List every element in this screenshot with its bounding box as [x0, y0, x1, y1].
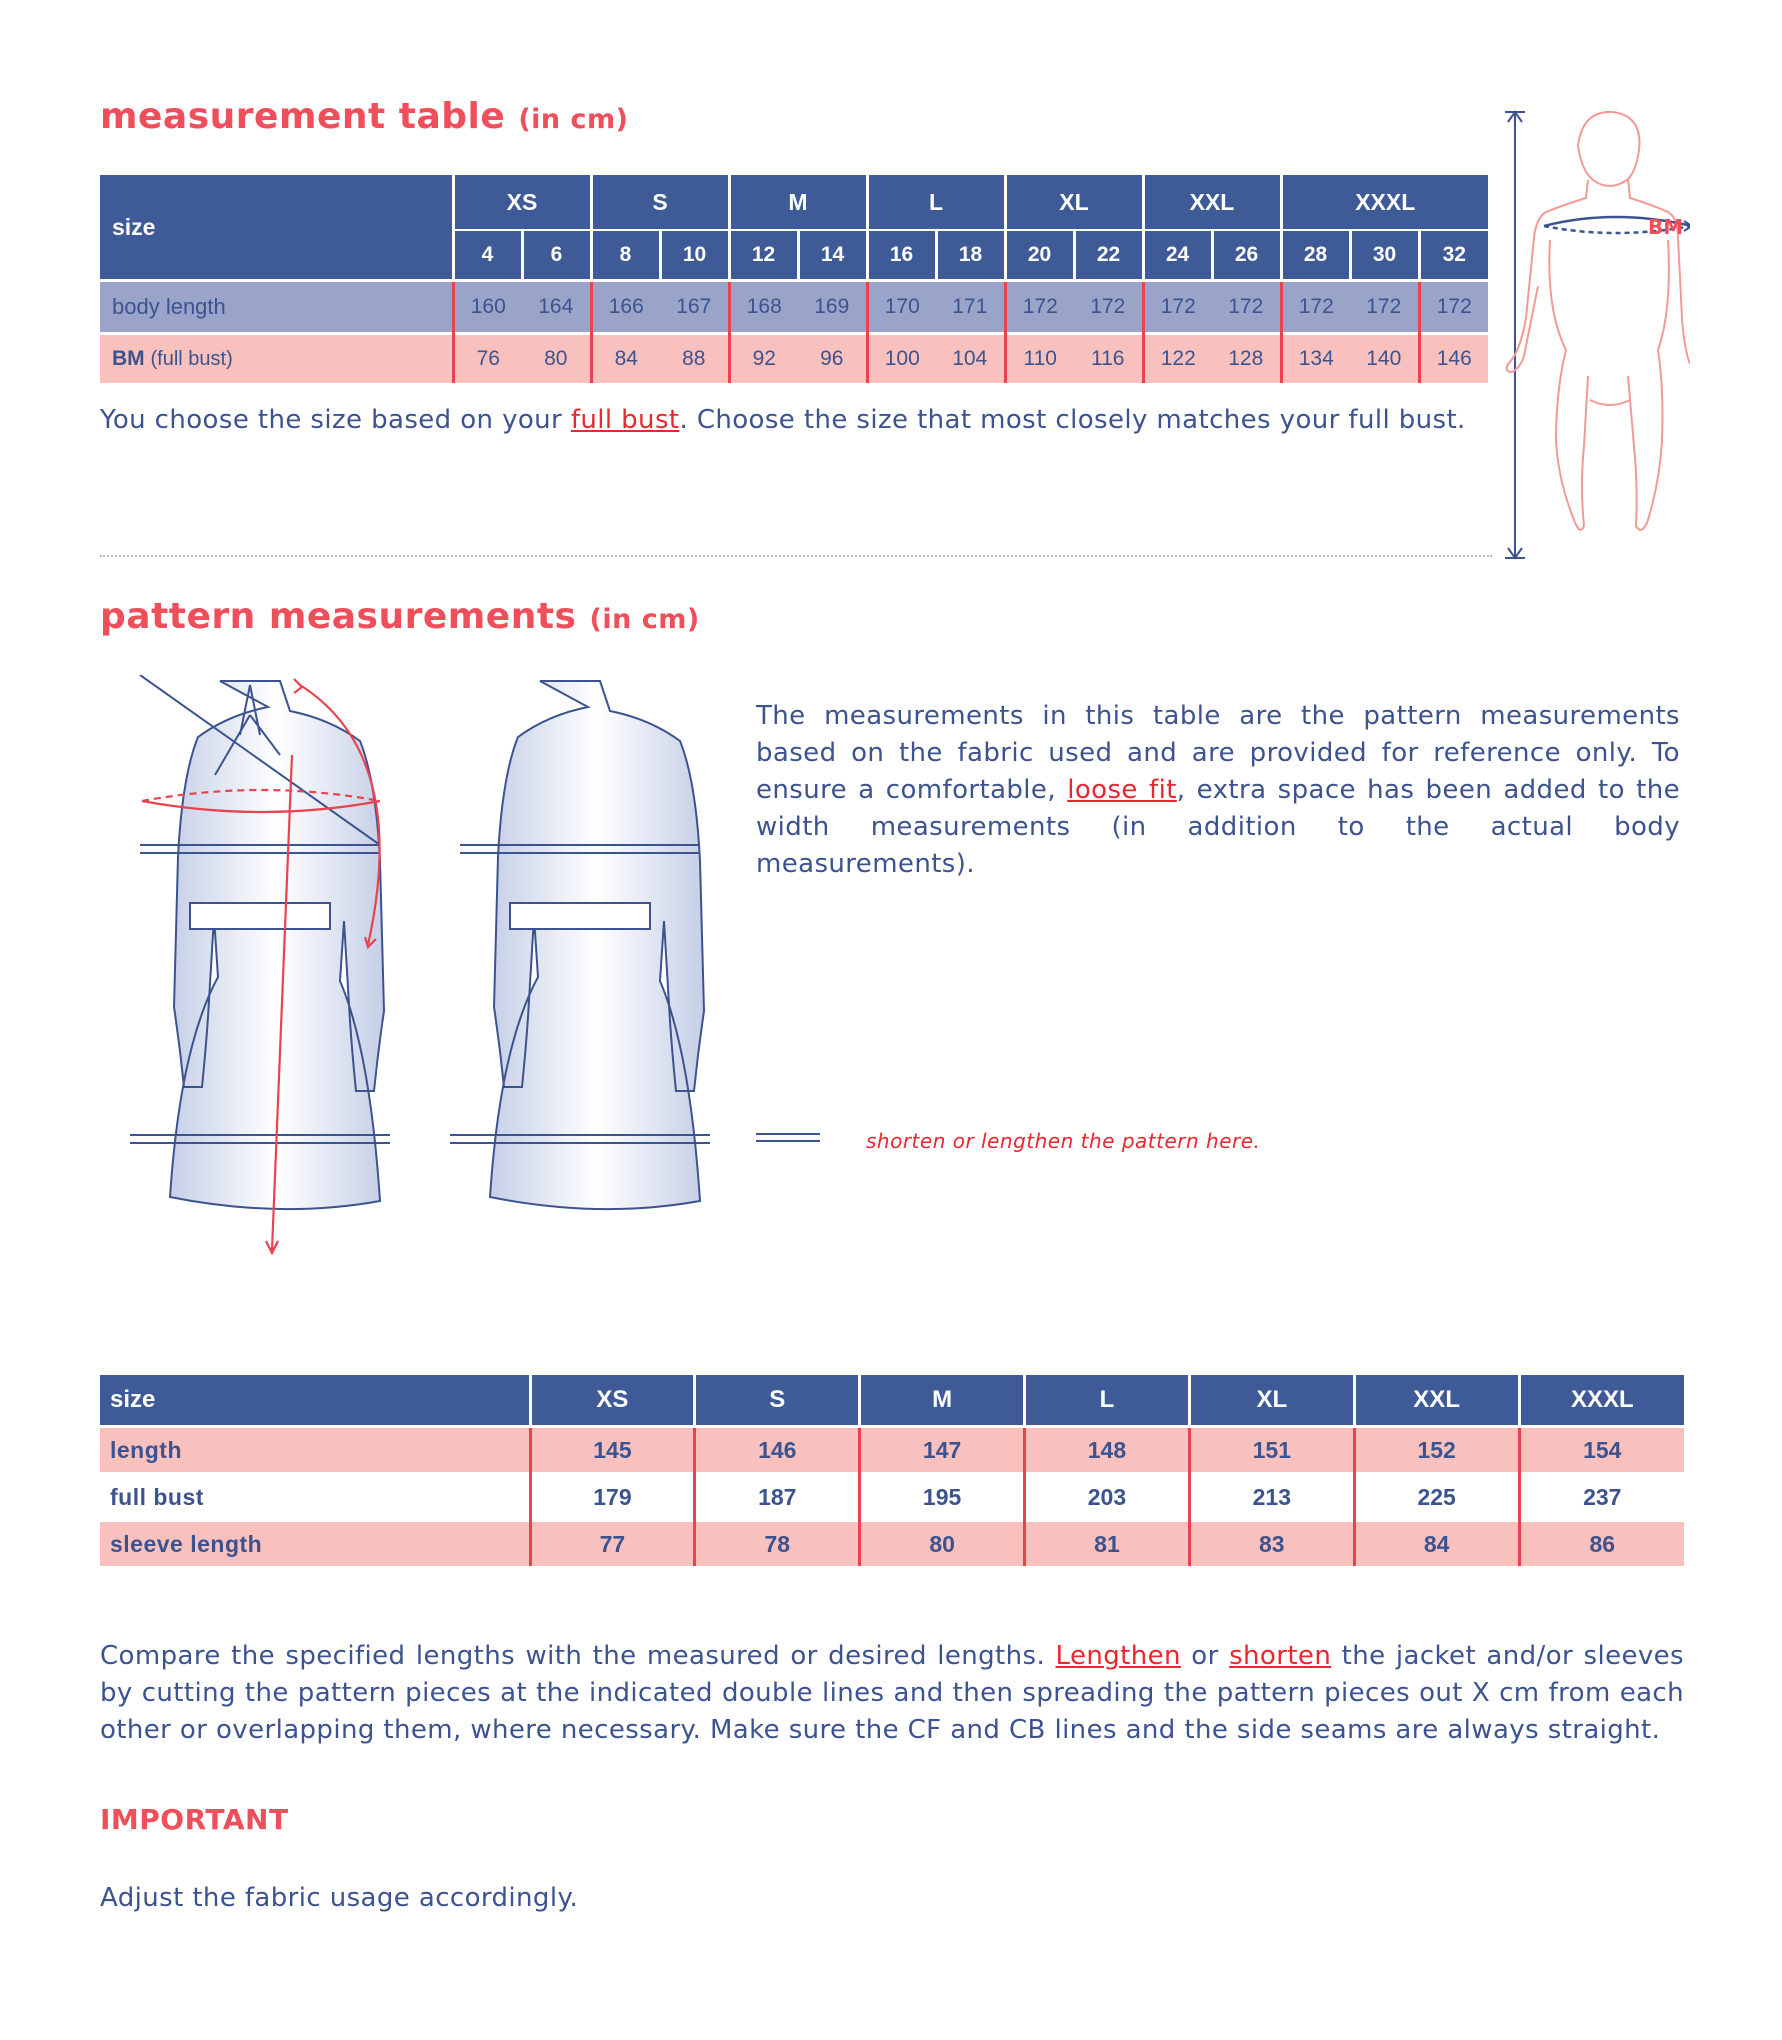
lengthen-link[interactable]: Lengthen: [1055, 1641, 1181, 1671]
table-cell: 152: [1354, 1427, 1519, 1474]
table-cell: 169: [798, 281, 867, 334]
table-cell: 77: [530, 1521, 695, 1567]
table-cell: 146: [1419, 334, 1488, 384]
table-row: [100, 1427, 1684, 1474]
pattern-measurements-unit: (in cm): [589, 604, 700, 635]
body-figure-illustration: [1490, 100, 1690, 570]
table-cell: 146: [695, 1427, 860, 1474]
table-cell: 81: [1025, 1521, 1190, 1567]
double-line-icon: [756, 1133, 820, 1142]
table-cell: 172: [1281, 281, 1350, 334]
table-cell: 76: [453, 334, 522, 384]
row-label: length: [100, 1427, 530, 1474]
pattern-measurements-title: pattern measurements (in cm): [100, 596, 700, 637]
table-cell: 83: [1189, 1521, 1354, 1567]
numeric-size-header: 18: [936, 230, 1005, 281]
size-column-header: S: [695, 1375, 860, 1427]
important-heading: IMPORTANT: [100, 1803, 289, 1836]
table-cell: 84: [1354, 1521, 1519, 1567]
table-cell: 104: [936, 334, 1005, 384]
table-cell: 88: [660, 334, 729, 384]
size-header: size: [100, 1375, 530, 1427]
table-cell: 80: [522, 334, 591, 384]
table-cell: 122: [1143, 334, 1212, 384]
full-bust-row: [100, 334, 1488, 384]
table-cell: 86: [1519, 1521, 1684, 1567]
table-cell: 171: [936, 281, 1005, 334]
size-group-header: XXXL: [1281, 175, 1488, 230]
numeric-size-header: 32: [1419, 230, 1488, 281]
numeric-size-header: 28: [1281, 230, 1350, 281]
table-cell: 172: [1143, 281, 1212, 334]
numeric-size-header: 8: [591, 230, 660, 281]
bm-label: BM: [112, 347, 145, 370]
size-group-header: XL: [1005, 175, 1143, 230]
numeric-size-header: 4: [453, 230, 522, 281]
table-cell: 213: [1189, 1474, 1354, 1521]
table-cell: 170: [867, 281, 936, 334]
size-column-header: XL: [1189, 1375, 1354, 1427]
table-cell: 172: [1350, 281, 1419, 334]
loose-fit-link[interactable]: loose fit: [1067, 775, 1177, 805]
row-label: [100, 334, 453, 384]
numeric-size-header: 20: [1005, 230, 1074, 281]
table-cell: 151: [1189, 1427, 1354, 1474]
adjustment-instructions: Compare the specified lengths with the measured or desired lengths. Lengthen or shorten the jacket and/or sleeves by cutting the pattern pieces at the indicated double lines and then spreading the pattern pieces out X cm from each other or overlapping them, where necessary. Make sure the CF and CB lines and the side seams are always straight.: [100, 1641, 1684, 1745]
numeric-size-header: 30: [1350, 230, 1419, 281]
table-cell: 116: [1074, 334, 1143, 384]
table-cell: 179: [530, 1474, 695, 1521]
table-cell: 92: [729, 334, 798, 384]
numeric-size-header: 24: [1143, 230, 1212, 281]
table-cell: 154: [1519, 1427, 1684, 1474]
full-bust-label: (full bust): [150, 348, 233, 370]
shorten-link[interactable]: shorten: [1229, 1641, 1332, 1671]
table-cell: 172: [1005, 281, 1074, 334]
table-cell: 78: [695, 1521, 860, 1567]
table-cell: 172: [1419, 281, 1488, 334]
table-cell: 110: [1005, 334, 1074, 384]
numeric-size-header: 22: [1074, 230, 1143, 281]
size-group-header: XXL: [1143, 175, 1281, 230]
table-row: [100, 1521, 1684, 1567]
numeric-size-header: 6: [522, 230, 591, 281]
bm-figure-label: BM: [1648, 215, 1684, 239]
table-cell: 145: [530, 1427, 695, 1474]
pattern-measurements-table: [100, 1375, 1684, 1566]
numeric-size-header: 10: [660, 230, 729, 281]
row-label: full bust: [100, 1474, 530, 1521]
section-divider: [100, 555, 1492, 557]
table-cell: 172: [1074, 281, 1143, 334]
table-cell: 187: [695, 1474, 860, 1521]
table-cell: 166: [591, 281, 660, 334]
size-group-header: XS: [453, 175, 591, 230]
row-label: body length: [100, 281, 453, 334]
size-group-header: S: [591, 175, 729, 230]
full-bust-link[interactable]: full bust: [570, 405, 680, 435]
measurement-table: [100, 175, 1488, 383]
table-cell: 128: [1212, 334, 1281, 384]
important-text: Adjust the fabric usage accordingly.: [100, 1883, 579, 1913]
size-column-header: L: [1025, 1375, 1190, 1427]
numeric-size-header: 16: [867, 230, 936, 281]
numeric-size-header: 12: [729, 230, 798, 281]
size-column-header: XS: [530, 1375, 695, 1427]
measurement-table-title: measurement table (in cm): [100, 96, 629, 137]
table-cell: 80: [860, 1521, 1025, 1567]
table-cell: 160: [453, 281, 522, 334]
table-cell: 203: [1025, 1474, 1190, 1521]
dress-back-icon: [490, 681, 704, 1209]
table-cell: 147: [860, 1427, 1025, 1474]
table-cell: 140: [1350, 334, 1419, 384]
table-cell: 195: [860, 1474, 1025, 1521]
table-cell: 167: [660, 281, 729, 334]
size-column-header: XXL: [1354, 1375, 1519, 1427]
size-column-header: XXXL: [1519, 1375, 1684, 1427]
table-cell: 168: [729, 281, 798, 334]
table-cell: 164: [522, 281, 591, 334]
table-cell: 134: [1281, 334, 1350, 384]
body-length-row: [100, 281, 1488, 334]
numeric-size-header: 26: [1212, 230, 1281, 281]
table-cell: 100: [867, 334, 936, 384]
table-cell: 84: [591, 334, 660, 384]
pattern-description: The measurements in this table are the pattern measurements based on the fabric used and are provided for reference only. To ensure a comfortable, loose fit, extra space has been added to the width measurements (in addition to the actual body measurements).: [756, 701, 1680, 879]
table-cell: 96: [798, 334, 867, 384]
table-cell: 148: [1025, 1427, 1190, 1474]
dress-illustration: [100, 675, 740, 1275]
table-cell: 172: [1212, 281, 1281, 334]
table-row: [100, 1474, 1684, 1521]
table-cell: 237: [1519, 1474, 1684, 1521]
size-column-header: M: [860, 1375, 1025, 1427]
legend-text: shorten or lengthen the pattern here.: [866, 1129, 1261, 1153]
size-header: size: [100, 175, 453, 281]
table-cell: 225: [1354, 1474, 1519, 1521]
numeric-size-header: 14: [798, 230, 867, 281]
size-choice-note: You choose the size based on your full bust. Choose the size that most closely matches your full bust.: [100, 405, 1466, 435]
size-group-header: M: [729, 175, 867, 230]
row-label: sleeve length: [100, 1521, 530, 1567]
size-group-header: L: [867, 175, 1005, 230]
measurement-table-unit: (in cm): [518, 104, 629, 135]
